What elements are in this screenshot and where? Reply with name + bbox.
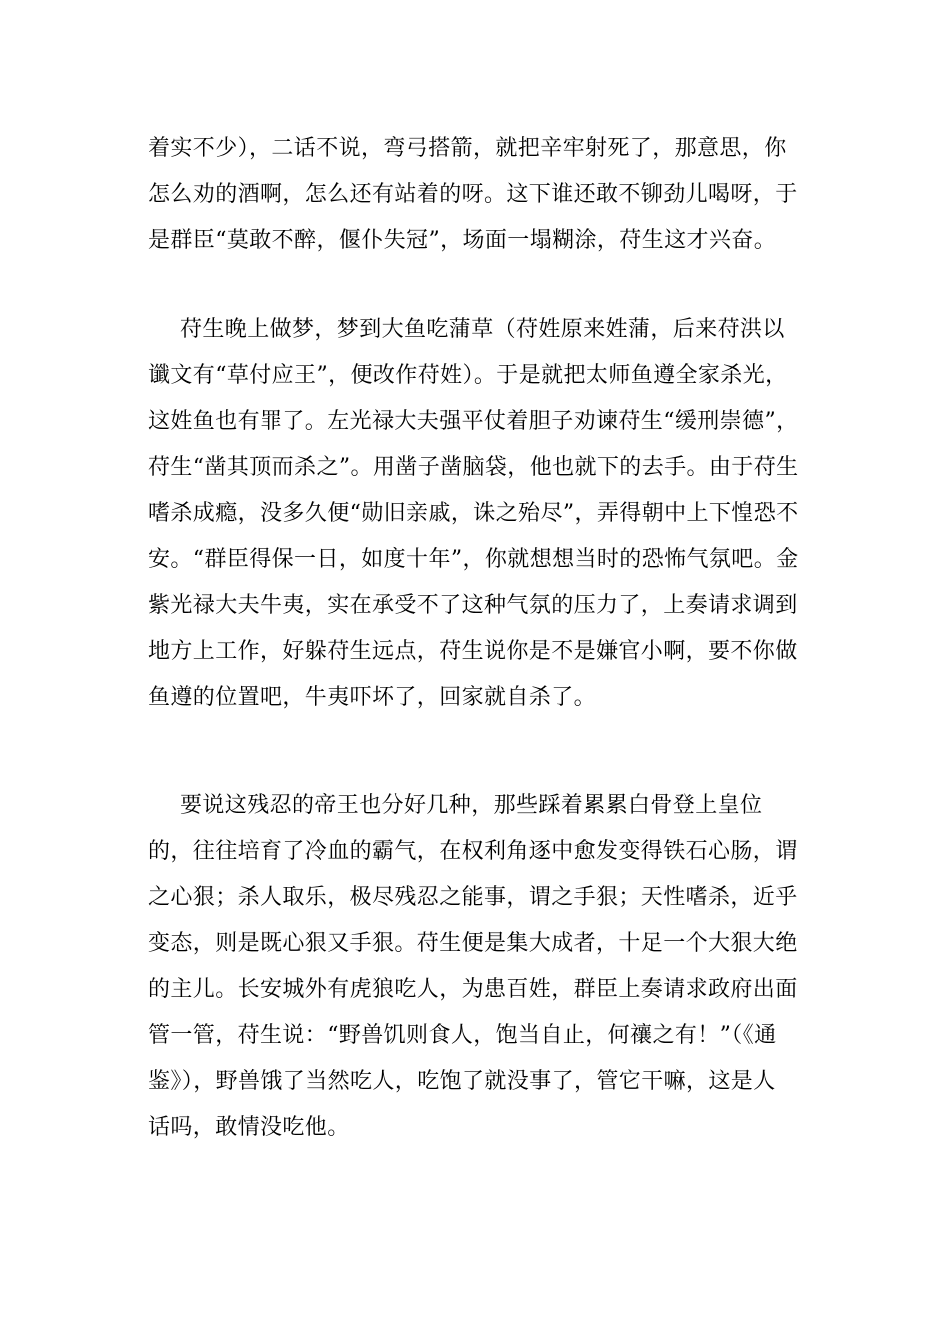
text-line: 安。“群臣得保一日，如度十年”，你就想想当时的恐怖气氛吧。金 xyxy=(148,547,799,572)
text-line: 着实不少），二话不说，弯弓搭箭，就把辛牢射死了，那意思，你 xyxy=(148,136,787,161)
text-line: 的主儿。长安城外有虎狼吃人，为患百姓，群臣上奏请求政府出面 xyxy=(148,977,798,1002)
text-line: 要说这残忍的帝王也分好几种，那些踩着累累白骨登上皇位 xyxy=(180,793,763,818)
text-line: 之心狠；杀人取乐，极尽残忍之能事，谓之手狠；天性嗜杀，近乎 xyxy=(148,885,798,910)
text-line: 变态，则是既心狠又手狠。苻生便是集大成者，十足一个大狠大绝 xyxy=(148,931,798,956)
text-line: 苻生晚上做梦，梦到大鱼吃蒲草（苻姓原来姓蒲，后来苻洪以 xyxy=(180,317,785,342)
text-line: 鱼遵的位置吧，牛夷吓坏了，回家就自杀了。 xyxy=(148,685,597,710)
paragraph-3 xyxy=(148,783,808,1151)
paragraph-1 xyxy=(148,126,808,264)
text-line: 怎么劝的酒啊，怎么还有站着的呀。这下谁还敢不铆劲儿喝呀，于 xyxy=(148,182,798,207)
text-line: 的，往往培育了冷血的霸气，在权利角逐中愈发变得铁石心肠，谓 xyxy=(148,839,798,864)
text-line: 鉴》），野兽饿了当然吃人，吃饱了就没事了，管它干嘛，这是人 xyxy=(148,1069,776,1094)
text-line: 管一管，苻生说：“野兽饥则食人，饱当自止，何禳之有！”（《通 xyxy=(148,1023,777,1048)
text-line: 苻生“凿其顶而杀之”。用凿子凿脑袋，他也就下的去手。由于苻生 xyxy=(148,455,799,480)
text-line: 是群臣“莫敢不醉，偃仆失冠”，场面一塌糊涂，苻生这才兴奋。 xyxy=(148,228,777,253)
paragraph-2 xyxy=(148,307,808,721)
text-line: 地方上工作，好躲苻生远点，苻生说你是不是嫌官小啊，要不你做 xyxy=(148,639,798,664)
text-line: 这姓鱼也有罪了。左光禄大夫强平仗着胆子劝谏苻生“缓刑崇德”， xyxy=(148,409,799,434)
text-line: 嗜杀成瘾，没多久便“勋旧亲戚，诛之殆尽”，弄得朝中上下惶恐不 xyxy=(148,501,799,526)
text-line: 紫光禄大夫牛夷，实在承受不了这种气氛的压力了，上奏请求调到 xyxy=(148,593,798,618)
text-line: 话吗，敢情没吃他。 xyxy=(148,1115,350,1140)
text-line: 谶文有“草付应王”，便改作苻姓）。于是就把太师鱼遵全家杀光， xyxy=(148,363,788,388)
